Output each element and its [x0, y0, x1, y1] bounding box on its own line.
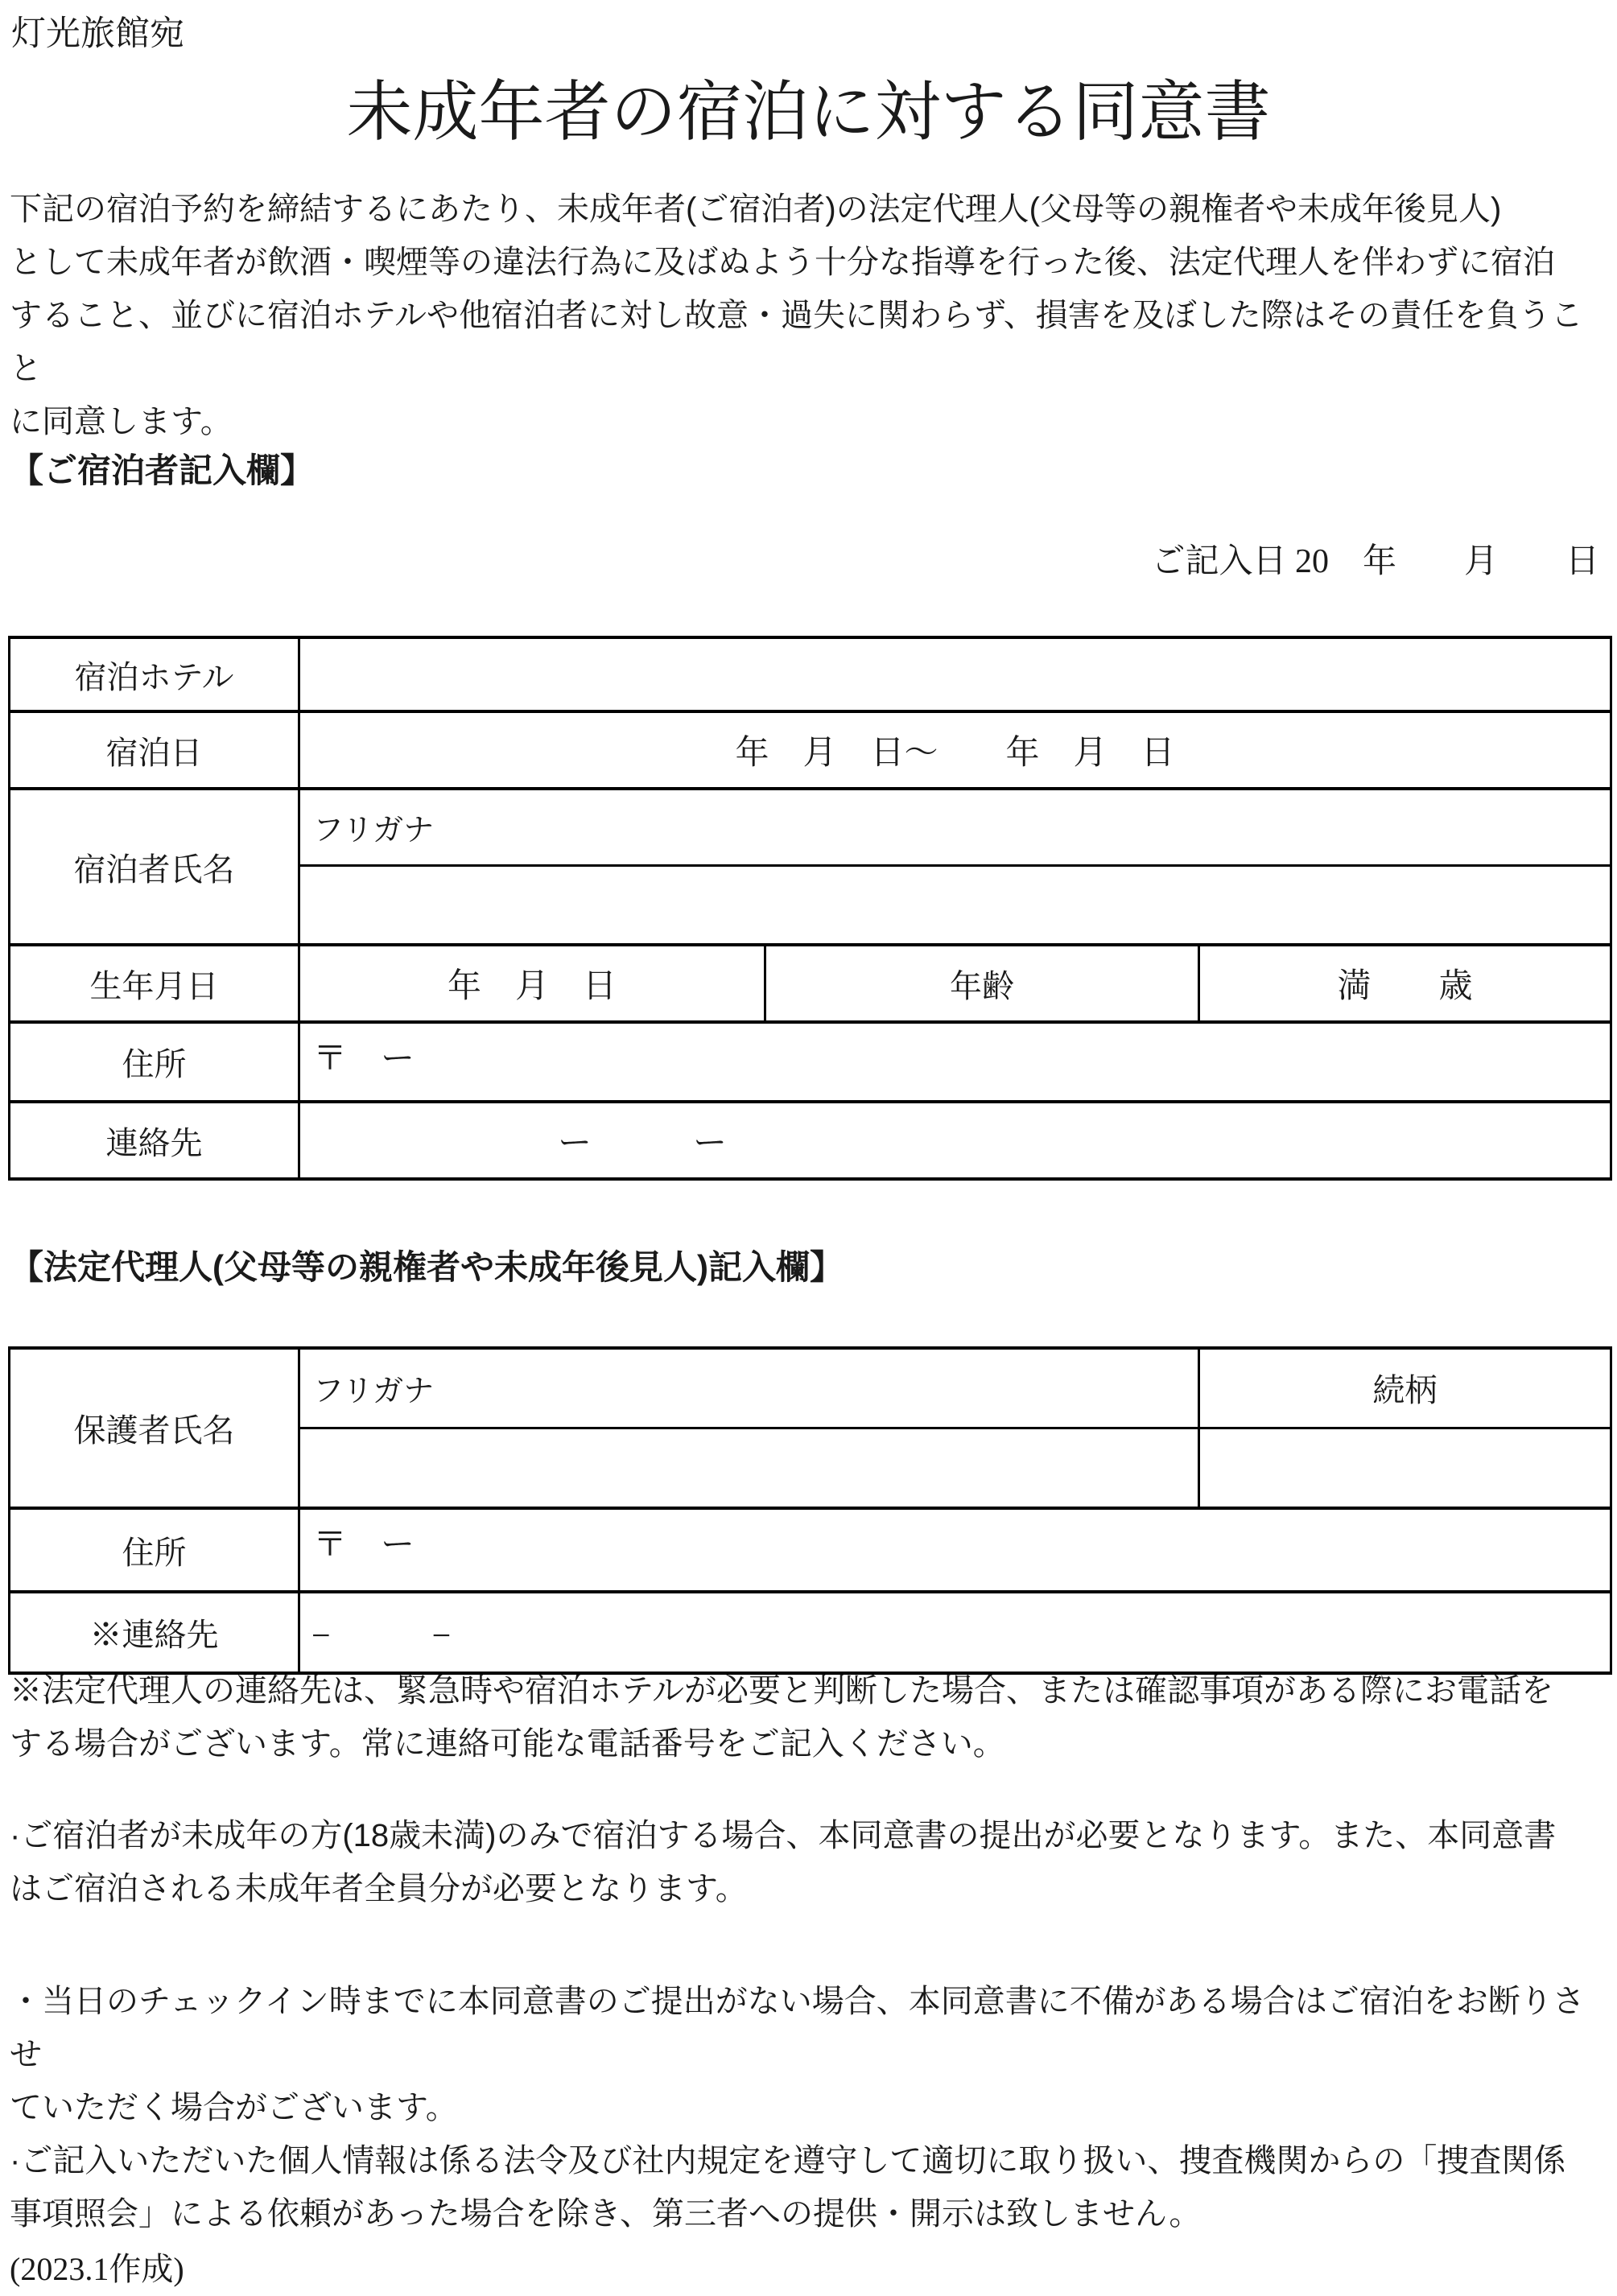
guardian-furigana-cell[interactable]: フリガナ [299, 1348, 1199, 1428]
table-row [10, 1508, 1611, 1592]
note-line: ・当日のチェックイン時までに本同意書のご提出がない場合、本同意書に不備がある場合はご宿泊をお断りさせ [10, 1984, 1585, 2072]
intro-paragraph [10, 183, 1607, 448]
note-line: 事項照会」による依頼があった場合を除き、第三者への提供・開示は致しません。 [10, 2196, 1202, 2232]
guest-info-table [8, 636, 1612, 1181]
hotel-input-cell[interactable] [299, 637, 1611, 711]
note-line: する場合がございます。常に連絡可能な電話番号をご記入ください。 [10, 1726, 1005, 1762]
intro-line: として未成年者が飲酒・喫煙等の違法行為に及ばぬよう十分な指導を行った後、法定代理人を伴わずに宿泊 [10, 245, 1555, 280]
birth-date-label-cell: 生年月日 [10, 945, 299, 1022]
note-line: ·ご宿泊者が未成年の方(18歳未満)のみで宿泊する場合、本同意書の提出が必要となります。また、本同意書 [10, 1818, 1557, 1853]
age-input-cell[interactable]: 満 歳 [1199, 945, 1611, 1022]
note-line: ※法定代理人の連絡先は、緊急時や宿泊ホテルが必要と判断した場合、または確認事項がある際にお電話を [10, 1673, 1553, 1709]
note-line: ていただく場合がございます。 [10, 2090, 458, 2125]
stay-date-label-cell: 宿泊日 [10, 711, 299, 789]
table-row [10, 789, 1611, 865]
relation-input-cell[interactable] [1199, 1428, 1611, 1508]
guardian-section-header: 【法定代理人(父母等の親権者や未成年後見人)記入欄】 [10, 1248, 844, 1286]
guest-address-input-cell[interactable]: 〒 ー [299, 1022, 1611, 1102]
table-row [10, 945, 1611, 1022]
age-label-cell: 年齢 [765, 945, 1199, 1022]
guest-contact-input-cell[interactable]: ー ー [299, 1102, 1611, 1179]
table-row [10, 711, 1611, 789]
note-line: ·ご記入いただいた個人情報は係る法令及び社内規定を遵守して適切に取り扱い、捜査機関からの「捜査関係 [10, 2143, 1566, 2179]
note-minor-guest [10, 1809, 1607, 1915]
guardian-name-label-cell: 保護者氏名 [10, 1348, 299, 1508]
guardian-name-input-cell[interactable] [299, 1428, 1199, 1508]
note-line: はご宿泊される未成年者全員分が必要となります。 [10, 1871, 748, 1906]
hotel-label-cell: 宿泊ホテル [10, 637, 299, 711]
guardian-info-table [8, 1346, 1612, 1675]
table-row [10, 1592, 1611, 1673]
guest-furigana-cell[interactable]: フリガナ [299, 789, 1611, 865]
addressee-line: 灯光旅館宛 [11, 14, 184, 53]
table-row [10, 1022, 1611, 1102]
guest-name-label-cell: 宿泊者氏名 [10, 789, 299, 945]
guardian-address-label-cell: 住所 [10, 1508, 299, 1592]
guardian-address-input-cell[interactable]: 〒 ー [299, 1508, 1611, 1592]
fill-date-line: ご記入日 20 年 月 日 [1151, 543, 1599, 580]
guest-contact-label-cell: 連絡先 [10, 1102, 299, 1179]
guardian-contact-label-cell: ※連絡先 [10, 1592, 299, 1673]
document-title: 未成年者の宿泊に対する同意書 [346, 76, 1271, 149]
intro-line: 下記の宿泊予約を締結するにあたり、未成年者(ご宿泊者)の法定代理人(父母等の親権者や未成年後見人) [10, 192, 1502, 227]
created-date-note: (2023.1作成) [10, 2251, 184, 2287]
guest-section-header: 【ご宿泊者記入欄】 [10, 451, 315, 489]
note-checkin-requirement [10, 1975, 1607, 2134]
guest-address-label-cell: 住所 [10, 1022, 299, 1102]
table-row [10, 637, 1611, 711]
guardian-contact-input-cell[interactable]: − − [299, 1592, 1611, 1673]
relation-label-cell: 続柄 [1199, 1348, 1611, 1428]
table-row [10, 1102, 1611, 1179]
birth-date-input-cell[interactable]: 年 月 日 [299, 945, 765, 1022]
table-row [10, 1348, 1611, 1428]
intro-line: すること、並びに宿泊ホテルや他宿泊者に対し故意・過失に関わらず、損害を及ぼした際はその責任を負うこと [10, 298, 1583, 386]
note-personal-info [10, 2134, 1607, 2240]
stay-date-input-cell[interactable]: 年 月 日～ 年 月 日 [299, 711, 1611, 789]
intro-line: に同意します。 [10, 404, 233, 439]
legal-contact-note [10, 1664, 1607, 1770]
guest-name-input-cell[interactable] [299, 865, 1611, 945]
